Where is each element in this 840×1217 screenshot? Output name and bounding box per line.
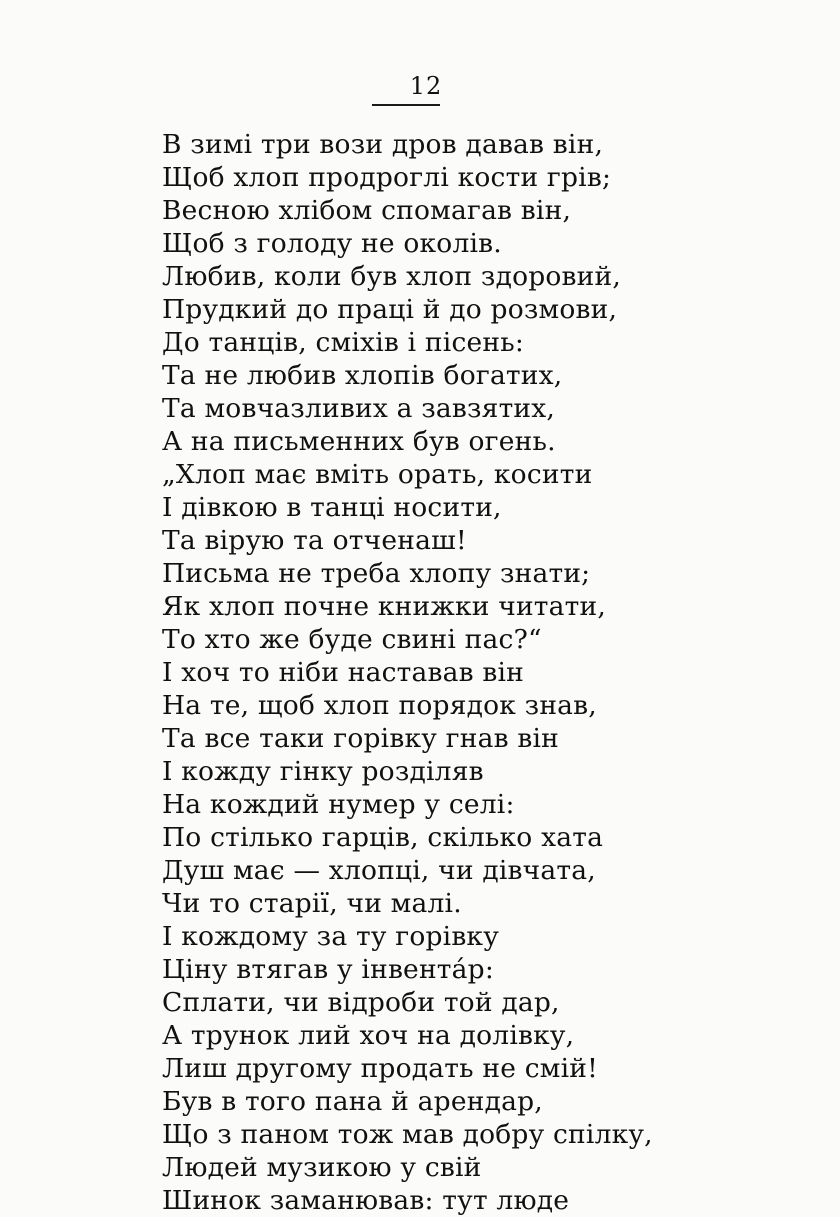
poem-line: Любив, коли був хлоп здоровий, (162, 261, 622, 292)
poem-line: Щоб з голоду не околів. (162, 228, 502, 259)
poem-line: Чи то старії, чи малі. (162, 888, 462, 919)
poem-line: Був в того пана й арендар, (162, 1086, 543, 1117)
poem-line: „Хлоп має вміть орать, косити (162, 459, 593, 490)
poem-line: І дівкою в танці носити, (162, 492, 502, 523)
poem-text (162, 128, 653, 1217)
poem-line: А на письменних був огень. (162, 426, 556, 457)
poem-line: Та вірую та отченаш! (162, 525, 467, 556)
page-number: 12 (409, 72, 443, 100)
poem-line: По стілько гарців, скілько хата (162, 822, 604, 853)
poem-line: Людей музикою у свій (162, 1152, 482, 1183)
page-header (0, 72, 840, 100)
poem-line: Та все таки горівку гнав він (162, 723, 559, 754)
poem-line: На те, щоб хлоп порядок знав, (162, 690, 597, 721)
page-number-rule (372, 104, 440, 106)
poem-line: Як хлоп почне книжки читати, (162, 591, 607, 622)
poem-line: Сплати, чи відроби той дар, (162, 987, 560, 1018)
poem-line: Та мовчазливих а завзятих, (162, 393, 556, 424)
poem-line: А трунок лий хоч на долівку, (162, 1020, 575, 1051)
poem-line: Та не любив хлопів богатих, (162, 360, 563, 391)
poem-line: Шинок заманював: тут люде (162, 1185, 570, 1216)
poem-line: Щоб хлоп продроглі кости грів; (162, 162, 612, 193)
poem-line: Ціну втягав у інвентáр: (162, 954, 494, 985)
poem-line: Душ має — хлопці, чи дівчата, (162, 855, 596, 886)
poem-line: До танців, сміхів і пісень: (162, 327, 524, 358)
poem-line: Весною хлібом спомагав він, (162, 195, 572, 226)
poem-line: В зимі три вози дров давав він, (162, 129, 604, 160)
poem-line: І кожду гінку розділяв (162, 756, 484, 787)
poem-line: Лиш другому продать не смій! (162, 1053, 598, 1084)
poem-line: То хто же буде свині пас?“ (162, 624, 542, 655)
poem-line: Що з паном тож мав добру спілку, (162, 1119, 653, 1150)
poem-line: Письма не треба хлопу знати; (162, 558, 591, 589)
poem-line: На кождий нумер у селі: (162, 789, 515, 820)
poem-line: І хоч то ніби наставав він (162, 657, 525, 688)
poem-line: І кождому за ту горівку (162, 921, 499, 952)
poem-line: Прудкий до праці й до розмови, (162, 294, 618, 325)
